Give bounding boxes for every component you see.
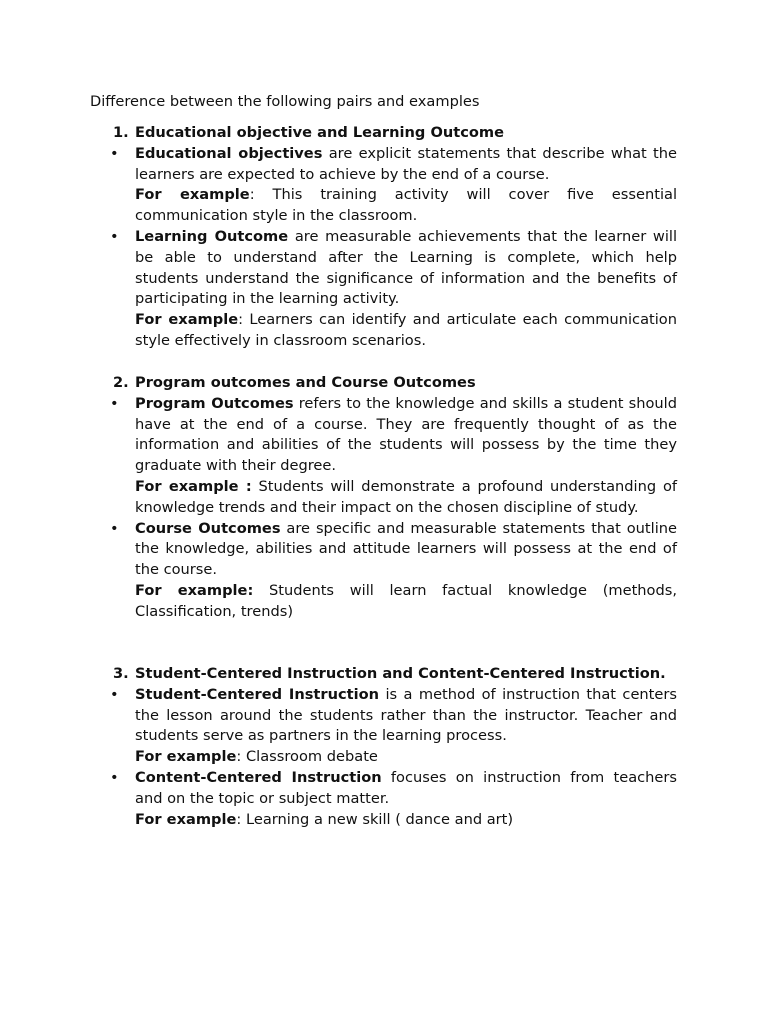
example-text: : Classroom debate [236,748,378,766]
example-paragraph [135,310,677,352]
section-heading [90,123,677,144]
example-paragraph [135,185,677,227]
bullet-icon: • [110,144,119,162]
example-label: For example: [135,581,254,599]
list-item [90,144,677,227]
example-text: : This training activity will cover five essential communication style in the classroom. [135,186,677,225]
example-paragraph [135,747,677,768]
intro-line: Difference between the following pairs and examples [90,93,480,110]
definition: refers to the knowledge and skills a student should have at the end of a course. They are frequently thought of as the information and abilities of the students will possess by the time they graduate with their degree. [135,394,677,475]
definition: are explicit statements that describe what the learners are expected to achieve by the end of a course. [135,144,678,183]
example-text: : Learners can identify and articulate each communication style effectively in classroom scenarios. [135,311,677,349]
term: Course Outcomes [135,519,281,537]
definition-paragraph [135,768,677,810]
example-text: : Learning a new skill ( dance and art) [236,810,514,828]
term: Content-Centered Instruction [135,768,382,786]
definition: is a method of instruction that centers the lesson around the students rather than the instructor. Teacher and students serve as partners in the learning process. [135,685,677,745]
example-paragraph [135,477,677,519]
section-title: Educational objective and Learning Outcome [135,124,504,141]
term: Student-Centered Instruction [135,685,380,703]
definition: focuses on instruction from teachers and on the topic or subject matter. [135,768,677,807]
example-label: For example [135,810,237,828]
definition: are measurable achievements that the learner will be able to understand after the Learning is complete, which help students understand the significance of information and the benefits of participating in the learning activity. [135,227,677,308]
example-label: For example [135,186,250,204]
section-2 [90,373,677,623]
definition-paragraph [135,519,677,581]
bullet-icon: • [110,394,119,412]
section-number: 1. [113,124,129,141]
definition-paragraph [135,394,677,477]
example-label: For example [135,311,239,329]
bullet-icon: • [110,685,119,703]
example-paragraph [135,810,677,831]
section-heading [90,664,677,685]
definition-paragraph [135,685,677,747]
section-title: Program outcomes and Course Outcomes [135,374,476,391]
section-number: 3. [113,665,129,682]
list-item [90,685,677,768]
list-item [90,227,677,352]
list-item [90,519,677,623]
section-heading [90,373,677,394]
example-text: Students will demonstrate a profound understanding of knowledge trends and their impact on the chosen discipline of study. [135,477,678,516]
section-1 [90,123,677,352]
example-text: Students will learn factual knowledge (methods, Classification, trends) [135,581,677,620]
bullet-icon: • [110,519,119,537]
section-3 [90,664,677,830]
definition: are specific and measurable statements that outline the knowledge, abilities and attitude learners will possess at the end of the course. [135,519,677,579]
example-paragraph [135,581,677,623]
definition-paragraph [135,144,677,186]
section-number: 2. [113,374,129,391]
term: Learning Outcome [135,227,289,245]
list-item [90,768,677,830]
section-title: Student-Centered Instruction and Content-Centered Instruction. [135,665,666,682]
bullet-icon: • [110,768,119,786]
example-label: For example [135,748,237,766]
term: Program Outcomes [135,394,294,412]
term: Educational objectives [135,144,323,162]
list-item [90,394,677,519]
example-label: For example : [135,477,252,495]
definition-paragraph [135,227,677,310]
bullet-icon: • [110,227,119,245]
